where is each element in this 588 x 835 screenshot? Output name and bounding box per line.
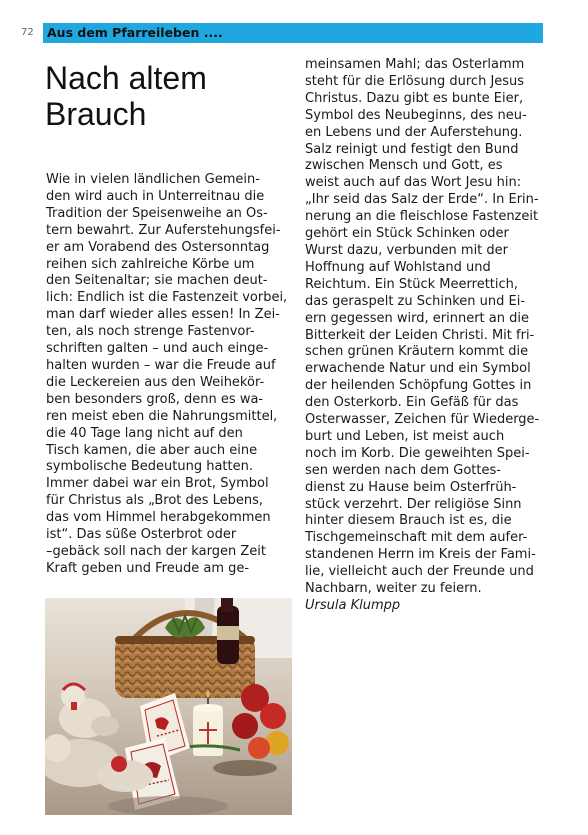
author-name: Ursula Klumpp xyxy=(305,598,401,613)
article-column-left xyxy=(46,172,292,578)
article-text-right: meinsamen Mahl; das Osterlamm steht für die Erlösung durch Jesus Christus. Dazu gibt es bunte Eier, Symbol des Neubeginns, des neu- en Lebens und der Auferstehung. Salz reinigt und festigt den Bund zwischen Mensch und Gott, es weist auch auf das Wort Jesu hin: „Ihr seid das Salz der Erde“. In Erin- nerung an die fleischlose Fastenzeit gehört ein Stück Schinken oder Wurst dazu, verbunden mit der Hoffnung auf Wohlstand und Reichtum. Ein Stück Meerrettich, das geraspelt zu Schinken und Ei- ern gegessen wird, erinnert an die Bitterkeit der Leiden Christi. Mit fri- schen grünen Kräutern kommt die erwachende Natur und ein Symbol der heilenden Schöpfung Gottes in den Osterkorb. Ein Gefäß für das Osterwasser, Zeichen für Wiederge- burt und Leben, ist meist auch noch im Korb. Die geweihten Spei- sen werden nach dem Gottes- dienst zu Hause beim Osterfrüh- stück verzehrt. Der religiöse Sinn hinter diesem Brauch ist es, die Tischgemeinschaft mit dem aufer- standenen Herrn im Kreis der Fami- lie, vielleicht auch der Freunde und Nachbarn, weiter zu feiern. xyxy=(305,57,540,597)
article-title: Nach altem Brauch xyxy=(45,60,207,132)
easter-basket-photo xyxy=(45,598,292,815)
section-header-bar xyxy=(43,23,543,43)
page-number: 72 xyxy=(21,27,34,38)
article-column-right xyxy=(305,57,551,615)
section-header-label: Aus dem Pfarreileben .... xyxy=(47,25,223,40)
article-text-left: Wie in vielen ländlichen Gemein- den wird auch in Unterreitnau die Tradition der Speisenweihe an Os- tern bewahrt. Zur Auferstehungsfei- er am Vorabend des Ostersonntag reihen sich zahlreiche Körbe um den Seitenaltar; sie machen deut- lich: Endlich ist die Fastenzeit vorbei, man darf wieder alles essen! In Zei- ten, als noch strenge Fastenvor- schriften galten – und auch einge- halten wurden – war die Freude auf die Leckereien aus den Weihekör- ben besonders groß, denn es wa- ren meist eben die Nahrungsmittel, die 40 Tage lang nicht auf den Tisch kamen, die aber auch eine symbolische Bedeutung hatten. Immer dabei war ein Brot, Symbol für Christus als „Brot des Lebens, das vom Himmel herabgekommen ist“. Das süße Osterbrot oder –gebäck soll nach der kargen Zeit Kraft geben und Freude am ge- xyxy=(46,172,288,576)
